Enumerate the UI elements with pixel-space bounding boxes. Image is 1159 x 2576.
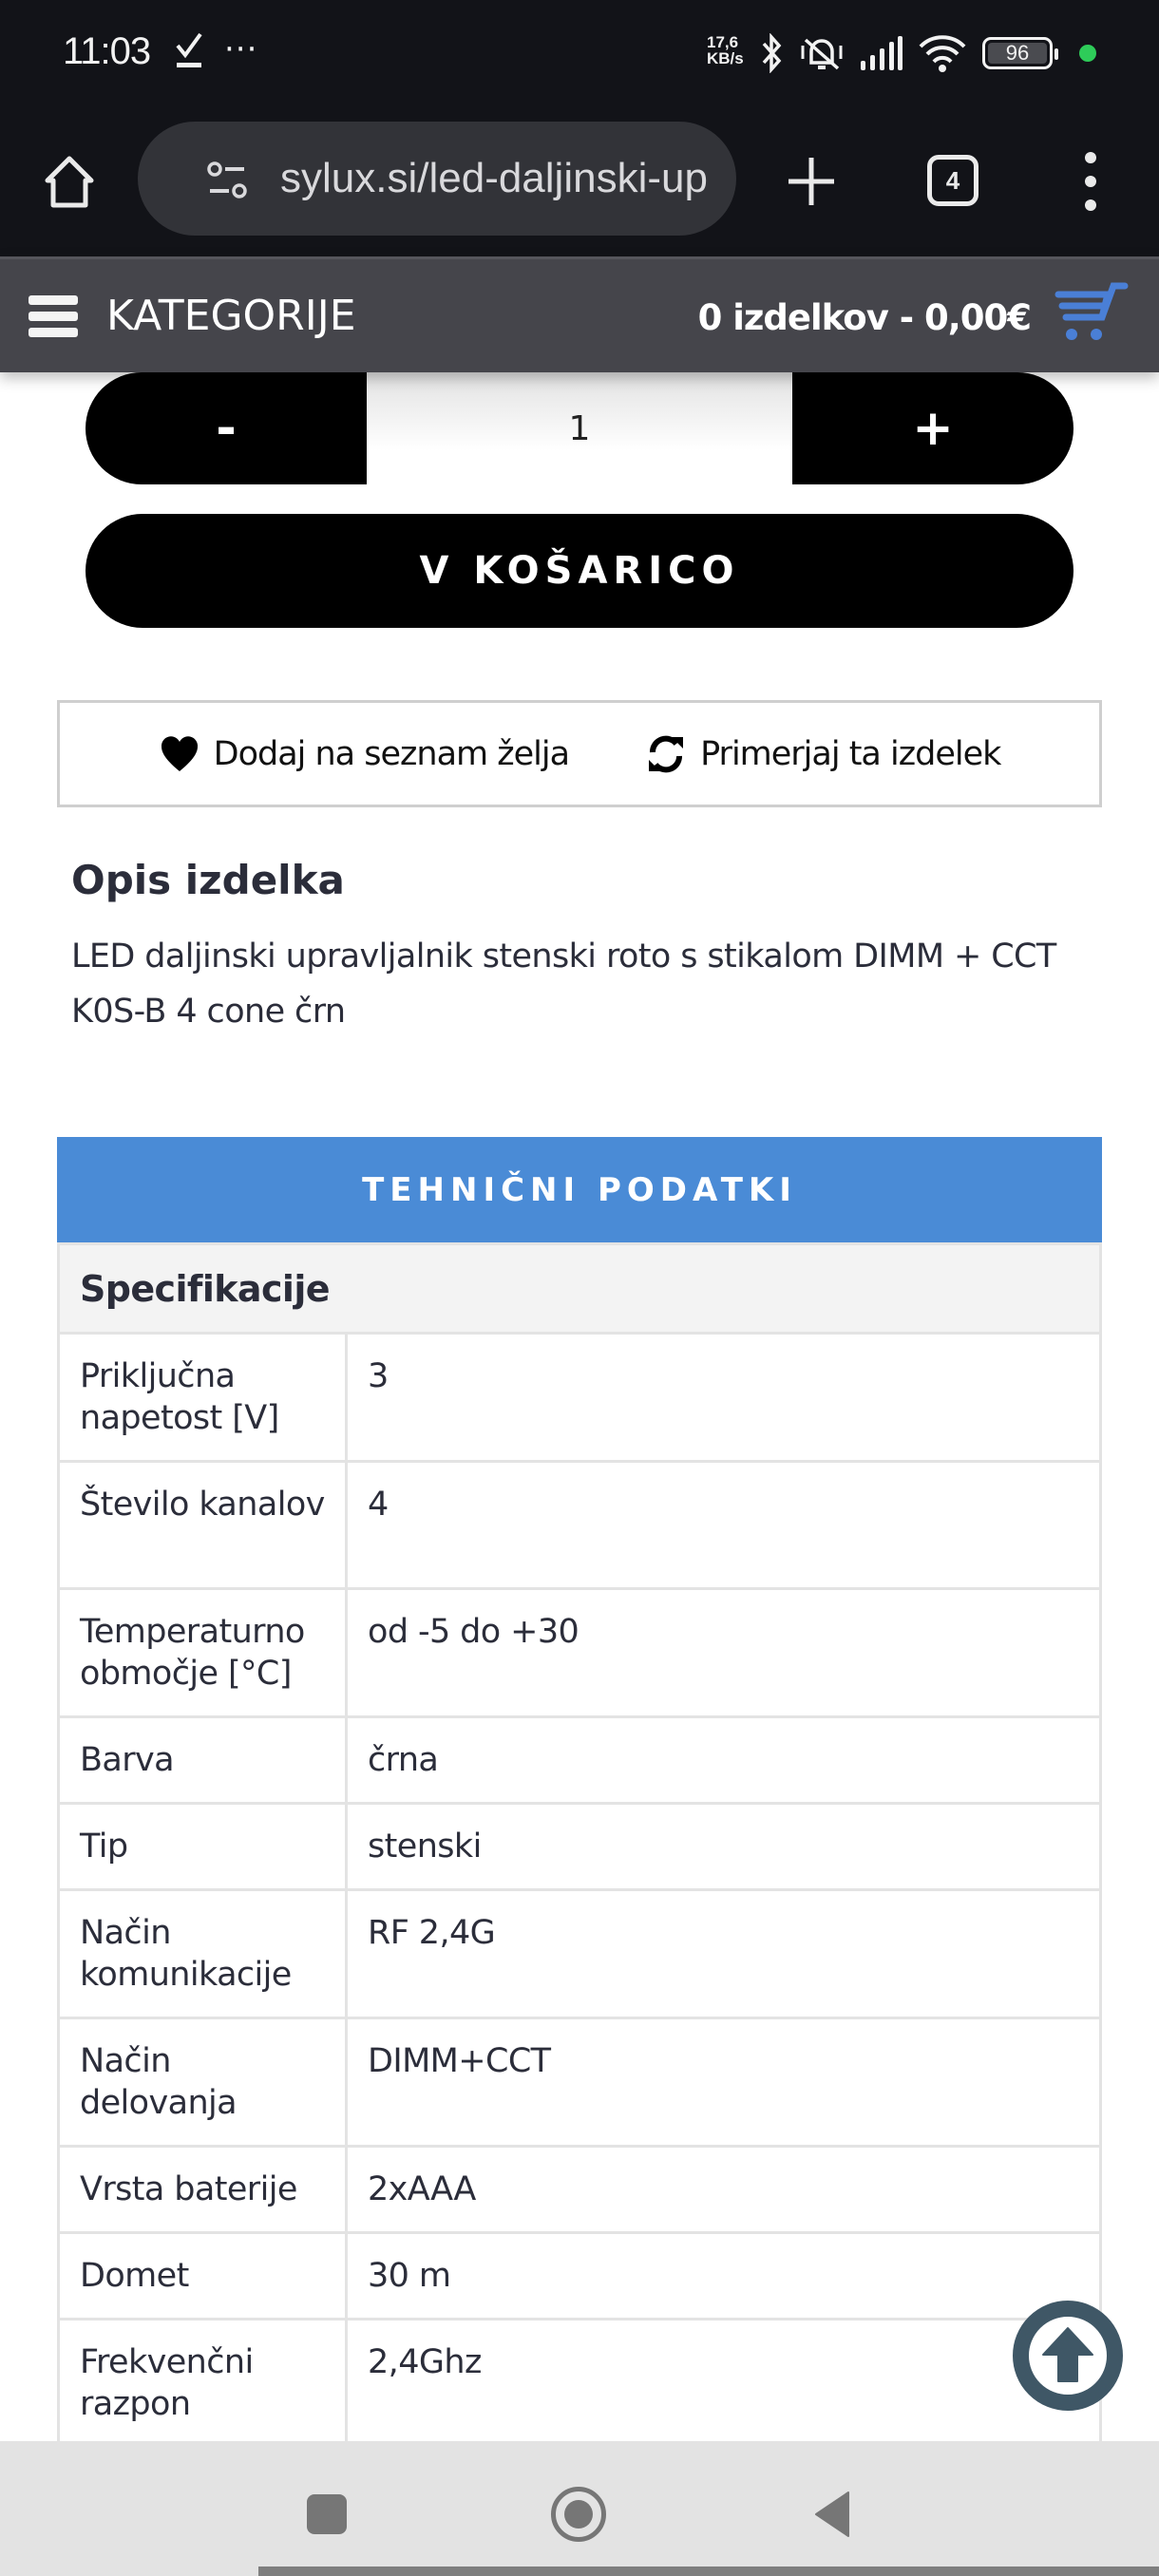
- browser-toolbar: [0, 122, 1159, 256]
- arrow-up-circle-icon: [1041, 2326, 1094, 2385]
- bell-muted-icon: [800, 32, 844, 74]
- table-row: [59, 2147, 1101, 2233]
- gesture-pill: [258, 2567, 1159, 2576]
- spec-key: Domet: [59, 2233, 347, 2320]
- shopping-cart-icon[interactable]: [1053, 280, 1129, 345]
- spec-key: Način delovanja: [59, 2018, 347, 2147]
- spec-value: 4: [347, 1462, 1101, 1589]
- address-bar[interactable]: [138, 122, 736, 236]
- category-nav-bar: [0, 256, 1159, 372]
- overflow-menu-icon[interactable]: [1072, 148, 1110, 215]
- cart-summary[interactable]: 0 izdelkov - 0,00€: [697, 297, 1031, 338]
- spec-value: DIMM+CCT: [347, 2018, 1101, 2147]
- tab-switcher-button[interactable]: 4: [927, 155, 978, 206]
- spec-key: Frekvenčni razpon: [59, 2320, 347, 2448]
- android-navigation-bar: [0, 2441, 1159, 2576]
- network-speed: 17,6 KB/s: [707, 33, 744, 67]
- spec-value: 2,4Ghz: [347, 2320, 1101, 2448]
- technical-data-section: [57, 1137, 1102, 2533]
- battery-icon: 96: [982, 37, 1053, 69]
- table-row: [59, 1890, 1101, 2018]
- refresh-icon: [645, 733, 687, 775]
- privacy-dot-icon: [1079, 45, 1096, 62]
- signal-icon: [859, 36, 902, 70]
- compare-product-link[interactable]: [645, 733, 1000, 775]
- bluetooth-icon: [760, 33, 785, 73]
- heart-icon: [159, 733, 200, 775]
- quantity-stepper: [86, 372, 1074, 484]
- table-row: [59, 2233, 1101, 2320]
- table-row: [59, 1462, 1101, 1589]
- spec-value: od -5 do +30: [347, 1589, 1101, 1717]
- more-dots-icon: ···: [224, 30, 258, 68]
- categories-link[interactable]: KATEGORIJE: [106, 292, 356, 340]
- quantity-plus-button[interactable]: +: [792, 372, 1074, 484]
- table-row: [59, 1717, 1101, 1804]
- quantity-minus-button[interactable]: -: [86, 372, 367, 484]
- spec-key: Barva: [59, 1717, 347, 1804]
- spec-value: 2xAAA: [347, 2147, 1101, 2233]
- home-button[interactable]: [36, 148, 103, 215]
- recents-icon[interactable]: [307, 2494, 347, 2534]
- back-triangle-icon[interactable]: [812, 2491, 850, 2538]
- technical-data-header: TEHNIČNI PODATKI: [57, 1137, 1102, 1242]
- status-bar: [0, 0, 1159, 122]
- description-title: Opis izdelka: [71, 857, 345, 903]
- table-row: [59, 1589, 1101, 1717]
- url-text[interactable]: sylux.si/led-daljinski-up: [280, 155, 708, 201]
- spec-key: Vrsta baterije: [59, 2147, 347, 2233]
- new-tab-plus-icon[interactable]: [785, 148, 838, 215]
- quantity-input[interactable]: [367, 372, 792, 484]
- table-row: [59, 2018, 1101, 2147]
- add-to-wishlist-link[interactable]: [159, 733, 569, 775]
- hamburger-menu-icon[interactable]: [28, 295, 78, 337]
- table-row: [59, 2320, 1101, 2448]
- product-secondary-actions: [57, 700, 1102, 807]
- description-text: LED daljinski upravljalnik stenski roto s stikalom DIMM + CCT K0S-B 4 cone črn: [71, 938, 1056, 1031]
- spec-value: 3: [347, 1334, 1101, 1462]
- table-row: [59, 1804, 1101, 1890]
- status-time: 11:03: [63, 30, 151, 72]
- spec-value: stenski: [347, 1804, 1101, 1890]
- scroll-to-top-button[interactable]: [1013, 2301, 1123, 2411]
- spec-key: Število kanalov: [59, 1462, 347, 1589]
- spec-key: Temperaturno območje [°C]: [59, 1589, 347, 1717]
- spec-key: Priključna napetost [V]: [59, 1334, 347, 1462]
- spec-value: črna: [347, 1717, 1101, 1804]
- home-icon: [42, 154, 97, 209]
- spec-group-title: Specifikacije: [59, 1244, 1101, 1334]
- wifi-icon: [918, 33, 967, 73]
- wishlist-label: Dodaj na seznam želja: [213, 734, 570, 773]
- spec-key: Tip: [59, 1804, 347, 1890]
- site-settings-icon[interactable]: [206, 160, 248, 201]
- spec-table: [57, 1242, 1102, 2533]
- home-circle-icon[interactable]: [551, 2487, 606, 2542]
- table-row: [59, 1334, 1101, 1462]
- spec-key: Način komunikacije: [59, 1890, 347, 2018]
- download-done-icon: [175, 32, 203, 70]
- spec-value: 30 m: [347, 2233, 1101, 2320]
- add-to-cart-button[interactable]: V KOŠARICO: [86, 514, 1074, 628]
- status-icons: [760, 32, 1096, 74]
- compare-label: Primerjaj ta izdelek: [700, 734, 1001, 773]
- spec-value: RF 2,4G: [347, 1890, 1101, 2018]
